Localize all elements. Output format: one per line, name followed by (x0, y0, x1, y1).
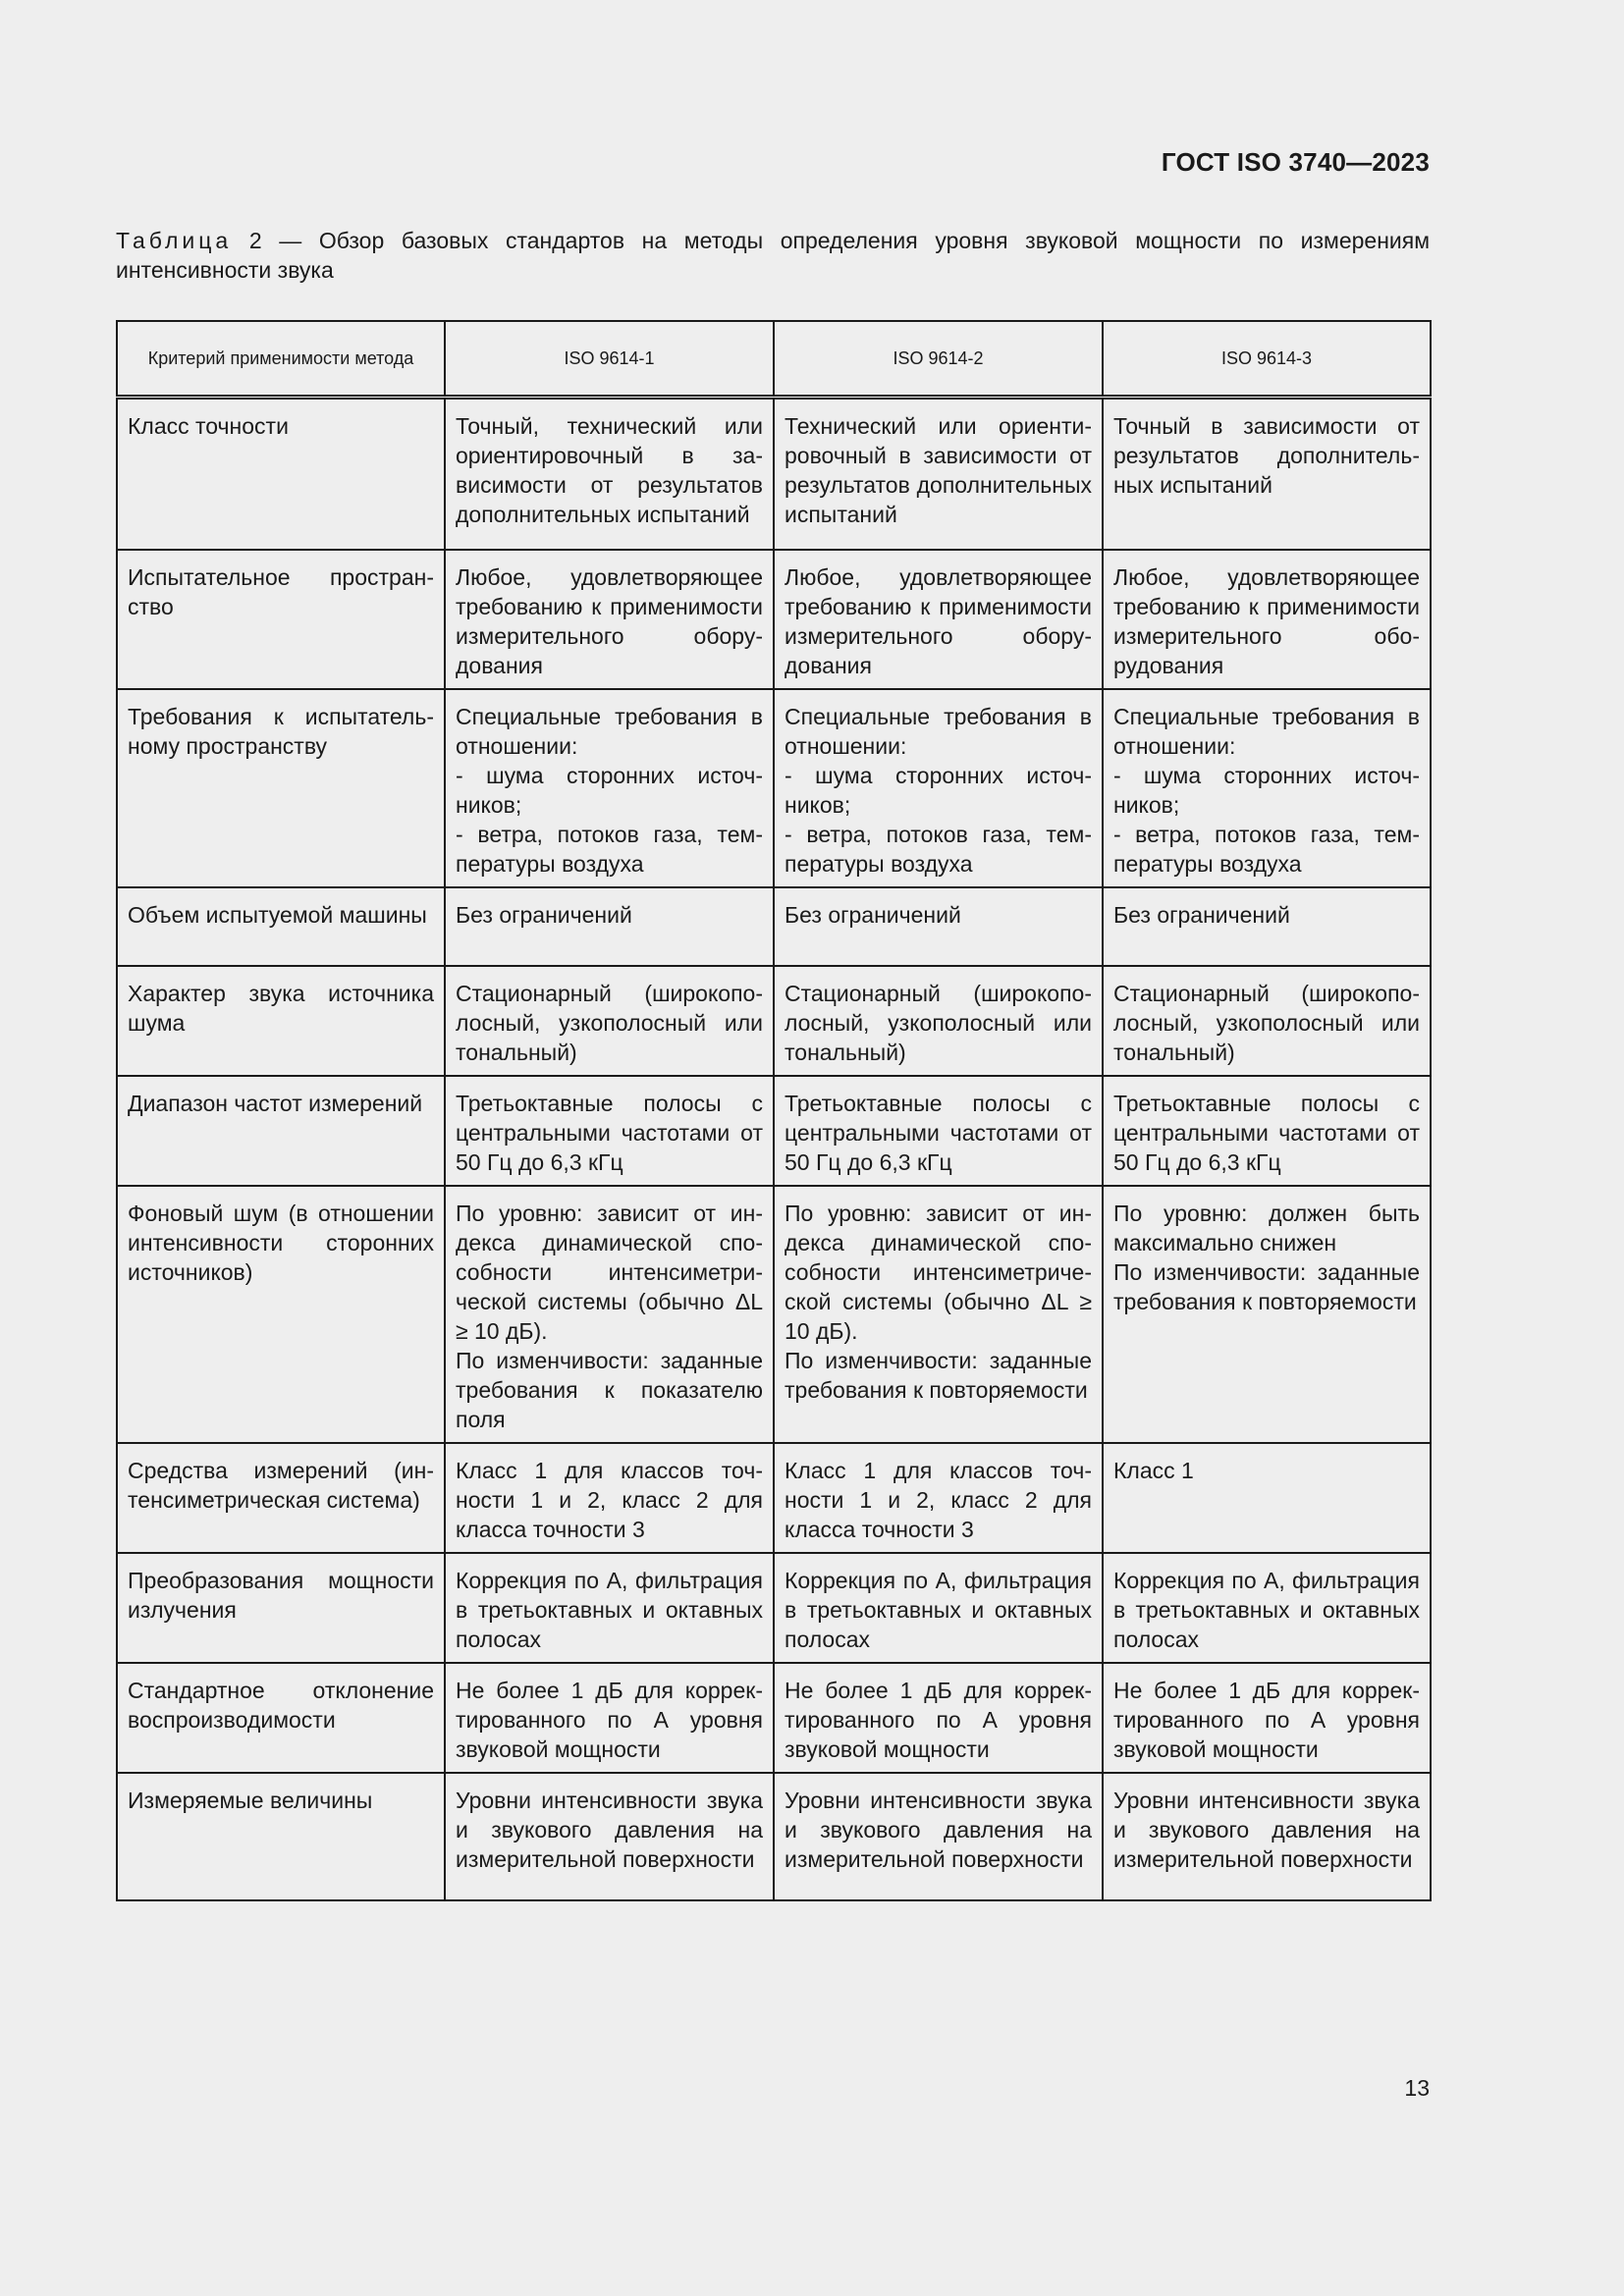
cell-iso-9614-3: Стационарный (широкополосный, узкополосный или тональный) (1103, 966, 1431, 1076)
table-row (117, 689, 1431, 887)
header-iso-9614-2: ISO 9614-2 (774, 321, 1103, 398)
table-row (117, 398, 1431, 550)
cell-iso-9614-3: Уровни интенсивности звука и звукового давления на измерительной поверхности (1103, 1773, 1431, 1900)
cell-iso-9614-1: Не более 1 дБ для корректированного по А уровня звуковой мощности (445, 1663, 774, 1773)
cell-iso-9614-2: Не более 1 дБ для корректированного по А уровня звуковой мощности (774, 1663, 1103, 1773)
table-row (117, 1186, 1431, 1443)
cell-iso-9614-3: Специальные требования в отношении: - шума сторонних источников; - ветра, потоков газа, температуры воздуха (1103, 689, 1431, 887)
cell-iso-9614-1: Уровни интенсивности звука и звукового давления на измерительной поверхности (445, 1773, 774, 1900)
cell-criterion: Преобразования мощности излучения (117, 1553, 445, 1663)
cell-iso-9614-2: По уровню: зависит от индекса динамической способности интенсиметрической системы (обычно ΔL ≥ 10 дБ). По изменчивости: заданные требования к повторяемости (774, 1186, 1103, 1443)
cell-iso-9614-3: Без ограничений (1103, 887, 1431, 966)
cell-criterion: Испытательное пространство (117, 550, 445, 689)
cell-iso-9614-1: Специальные требования в отношении: - шума сторонних источников; - ветра, потоков газа, температуры воздуха (445, 689, 774, 887)
cell-criterion: Характер звука источника шума (117, 966, 445, 1076)
table-row (117, 1773, 1431, 1900)
cell-iso-9614-2: Специальные требования в отношении: - шума сторонних источников; - ветра, потоков газа, температуры воздуха (774, 689, 1103, 887)
cell-iso-9614-2: Технический или ориентировочный в зависимости от результатов дополнительных испытаний (774, 398, 1103, 550)
cell-criterion: Класс точности (117, 398, 445, 550)
table-caption-lead: Таблица (116, 228, 233, 253)
table-row (117, 1443, 1431, 1553)
cell-iso-9614-2: Третьоктавные полосы с центральными частотами от 50 Гц до 6,3 кГц (774, 1076, 1103, 1186)
cell-criterion: Диапазон частот измерений (117, 1076, 445, 1186)
table-row (117, 966, 1431, 1076)
table-header-row (117, 321, 1431, 398)
cell-iso-9614-2: Стационарный (широкополосный, узкополосный или тональный) (774, 966, 1103, 1076)
cell-iso-9614-2: Без ограничений (774, 887, 1103, 966)
cell-criterion: Фоновый шум (в отношении интенсивности сторонних источников) (117, 1186, 445, 1443)
cell-iso-9614-1: Коррекция по А, фильтрация в третьоктавных и октавных полосах (445, 1553, 774, 1663)
cell-iso-9614-1: Точный, технический или ориентировочный в зависимости от результатов дополнительных испытаний (445, 398, 774, 550)
cell-iso-9614-1: Стационарный (широкополосный, узкополосный или тональный) (445, 966, 774, 1076)
cell-iso-9614-3: Точный в зависимости от результатов дополнительных испытаний (1103, 398, 1431, 550)
cell-iso-9614-3: По уровню: должен быть максимально снижен По изменчивости: заданные требования к повторяемости (1103, 1186, 1431, 1443)
cell-iso-9614-3: Коррекция по А, фильтрация в третьоктавных и октавных полосах (1103, 1553, 1431, 1663)
cell-iso-9614-2: Любое, удовлетворяющее требованию к применимости измерительного оборудования (774, 550, 1103, 689)
table-row (117, 550, 1431, 689)
header-criterion: Критерий применимости метода (117, 321, 445, 398)
table-caption (116, 226, 1430, 285)
table-row (117, 1663, 1431, 1773)
cell-iso-9614-1: Любое, удовлетворяющее требованию к применимости измерительного оборудования (445, 550, 774, 689)
cell-criterion: Требования к испытательному пространству (117, 689, 445, 887)
cell-iso-9614-2: Класс 1 для классов точности 1 и 2, класс 2 для класса точности 3 (774, 1443, 1103, 1553)
cell-criterion: Стандартное отклонение воспроизводимости (117, 1663, 445, 1773)
cell-iso-9614-3: Класс 1 (1103, 1443, 1431, 1553)
cell-iso-9614-1: Третьоктавные полосы с центральными частотами от 50 Гц до 6,3 кГц (445, 1076, 774, 1186)
document-code: ГОСТ ISO 3740—2023 (1161, 147, 1430, 177)
header-iso-9614-1: ISO 9614-1 (445, 321, 774, 398)
header-iso-9614-3: ISO 9614-3 (1103, 321, 1431, 398)
page-number: 13 (1404, 2075, 1430, 2101)
cell-iso-9614-3: Не более 1 дБ для корректированного по А уровня звуковой мощности (1103, 1663, 1431, 1773)
cell-iso-9614-3: Любое, удовлетворяющее требованию к применимости измерительного оборудования (1103, 550, 1431, 689)
cell-iso-9614-3: Третьоктавные полосы с центральными частотами от 50 Гц до 6,3 кГц (1103, 1076, 1431, 1186)
table-row (117, 887, 1431, 966)
cell-iso-9614-2: Коррекция по А, фильтрация в третьоктавных и октавных полосах (774, 1553, 1103, 1663)
cell-iso-9614-1: Без ограничений (445, 887, 774, 966)
standards-table (116, 320, 1432, 1901)
table-row (117, 1076, 1431, 1186)
cell-criterion: Измеряемые величины (117, 1773, 445, 1900)
cell-iso-9614-1: По уровню: зависит от индекса динамической способности интенсиметрической системы (обычно ΔL ≥ 10 дБ). По изменчивости: заданные требования к показателю поля (445, 1186, 774, 1443)
cell-criterion: Объем испытуемой машины (117, 887, 445, 966)
table-caption-text: 2 — Обзор базовых стандартов на методы определения уровня звуковой мощности по измерениям интенсивности звука (116, 228, 1431, 283)
table-body (117, 398, 1431, 1900)
cell-iso-9614-1: Класс 1 для классов точности 1 и 2, класс 2 для класса точности 3 (445, 1443, 774, 1553)
cell-criterion: Средства измерений (интенсиметрическая система) (117, 1443, 445, 1553)
table-row (117, 1553, 1431, 1663)
cell-iso-9614-2: Уровни интенсивности звука и звукового давления на измерительной поверхности (774, 1773, 1103, 1900)
